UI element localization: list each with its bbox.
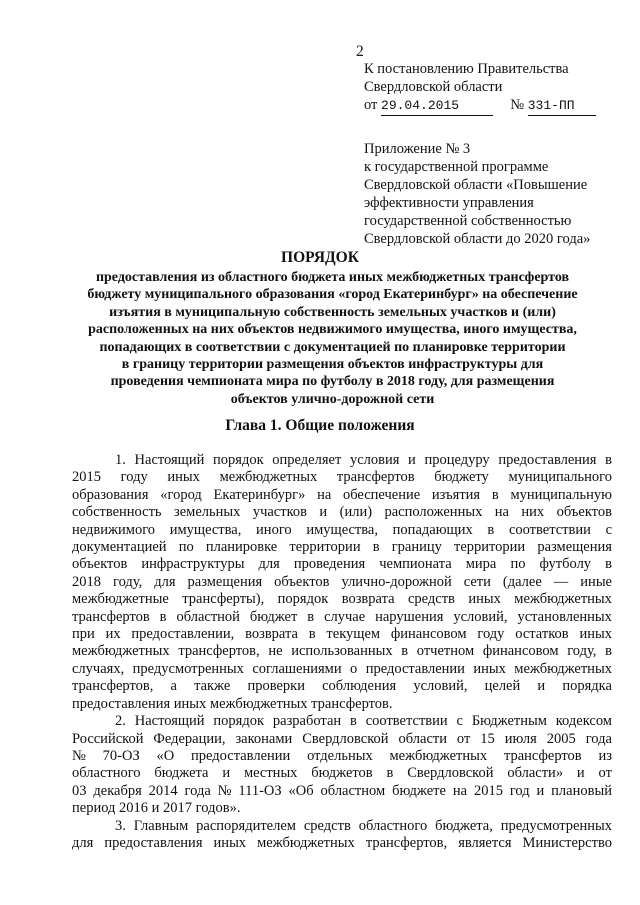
- body-line: 2015 году иных межбюджетных трансфертов бюджету муниципального: [72, 469, 612, 486]
- subtitle-line: попадающих в соответствии с документацией по планировке территории: [99, 339, 566, 355]
- reference-date-line: [364, 96, 624, 116]
- body-line: межбюджетные трансферты), порядок возврата средств иных межбюджетных: [72, 591, 612, 608]
- date-value: 29.04.2015: [381, 98, 460, 113]
- subtitle-line: бюджету муниципального образования «город Екатеринбург» на обеспечение: [87, 287, 578, 303]
- body-line: при их предоставлении, возврата в текущем финансовом году остатков иных: [72, 626, 612, 643]
- body-line: 1. Настоящий порядок определяет условия и процедуру предоставления в: [115, 452, 612, 468]
- reference-line-2: Свердловской области: [364, 79, 503, 95]
- subtitle-line: предоставления из областного бюджета иных межбюджетных трансфертов: [95, 270, 570, 285]
- appendix-line: к государственной программе: [364, 159, 549, 175]
- date-prefix: от: [364, 97, 378, 113]
- appendix-line: Свердловской области до 2020 года»: [364, 231, 591, 247]
- body-line: недвижимого имущества, иного имущества, попадающих в соответствии с: [72, 521, 612, 538]
- body-line: образования «город Екатеринбург» на обеспечение изъятия в муниципальную: [72, 486, 612, 503]
- body-line: документацией по планировке территории в границу территории размещения: [72, 539, 612, 556]
- number-prefix: №: [510, 97, 525, 113]
- appendix-block: [364, 140, 629, 248]
- body-line: Российской Федерации, законами Свердловской области от 15 июля 2005 года: [72, 730, 612, 747]
- subtitle-line: проведения чемпионата мира по футболу в 2018 году, для размещения: [110, 374, 555, 390]
- body-line: случаях, предусмотренных соглашениями о предоставлении иных межбюджетных: [72, 660, 612, 677]
- body-line: предоставления иных межбюджетных трансфертов.: [72, 695, 393, 712]
- body-line: трансфертов в областной бюджет в случае нарушения условий, установленных: [72, 608, 612, 625]
- subtitle-line: в границу территории размещения объектов инфраструктуры для: [121, 357, 544, 373]
- appendix-line: эффективности управления: [364, 195, 534, 211]
- body-text: [72, 452, 612, 852]
- body-line: объектов инфраструктуры для проведения чемпионата мира по футболу в: [72, 556, 612, 573]
- page-number: 2: [356, 43, 364, 60]
- body-line: областного бюджета и местных бюджетов в Свердловской области» и от: [72, 765, 612, 782]
- body-line: 03 декабря 2014 года № 111-ОЗ «Об областном бюджете на 2015 год и плановый: [72, 782, 612, 799]
- document-title: ПОРЯДОК: [281, 249, 359, 266]
- appendix-line: Приложение № 3: [364, 141, 471, 157]
- reference-line-1: К постановлению Правительства: [364, 61, 569, 77]
- resolution-reference: [364, 60, 624, 116]
- number-value: 331-ПП: [527, 98, 575, 113]
- subtitle-line: изъятия в муниципальную собственность земельных участков и (или): [109, 304, 556, 320]
- appendix-line: Свердловской области «Повышение: [364, 177, 588, 193]
- body-line: период 2016 и 2017 годов».: [72, 800, 241, 817]
- number-field: [528, 96, 596, 116]
- subtitle-line: расположенных на них объектов недвижимого имущества, иного имущества,: [88, 322, 577, 338]
- date-field: [381, 96, 493, 116]
- chapter-heading: Глава 1. Общие положения: [225, 417, 415, 434]
- body-line: собственность земельных участков и (или) расположенных на них объектов: [72, 504, 612, 521]
- body-line: 2018 году, для размещения объектов улично-дорожной сети (далее — иные: [72, 573, 612, 590]
- subtitle-line: объектов улично-дорожной сети: [230, 391, 435, 407]
- document-subtitle: [60, 269, 605, 408]
- body-line: 2. Настоящий порядок разработан в соответствии с Бюджетным кодексом: [115, 713, 612, 730]
- body-line: № 70-ОЗ «О предоставлении отдельных межбюджетных трансфертов из: [72, 747, 612, 764]
- body-line: для предоставления иных межбюджетных трансфертов, является Министерство: [72, 834, 612, 851]
- body-line: трансфертов, а также проверки соблюдения условий, целей и порядка: [72, 678, 612, 695]
- appendix-line: государственной собственностью: [364, 213, 572, 229]
- body-line: межбюджетных трансфертов, не использованных в отчетном финансовом году, в: [72, 643, 612, 660]
- body-line: 3. Главным распорядителем средств областного бюджета, предусмотренных: [115, 817, 612, 834]
